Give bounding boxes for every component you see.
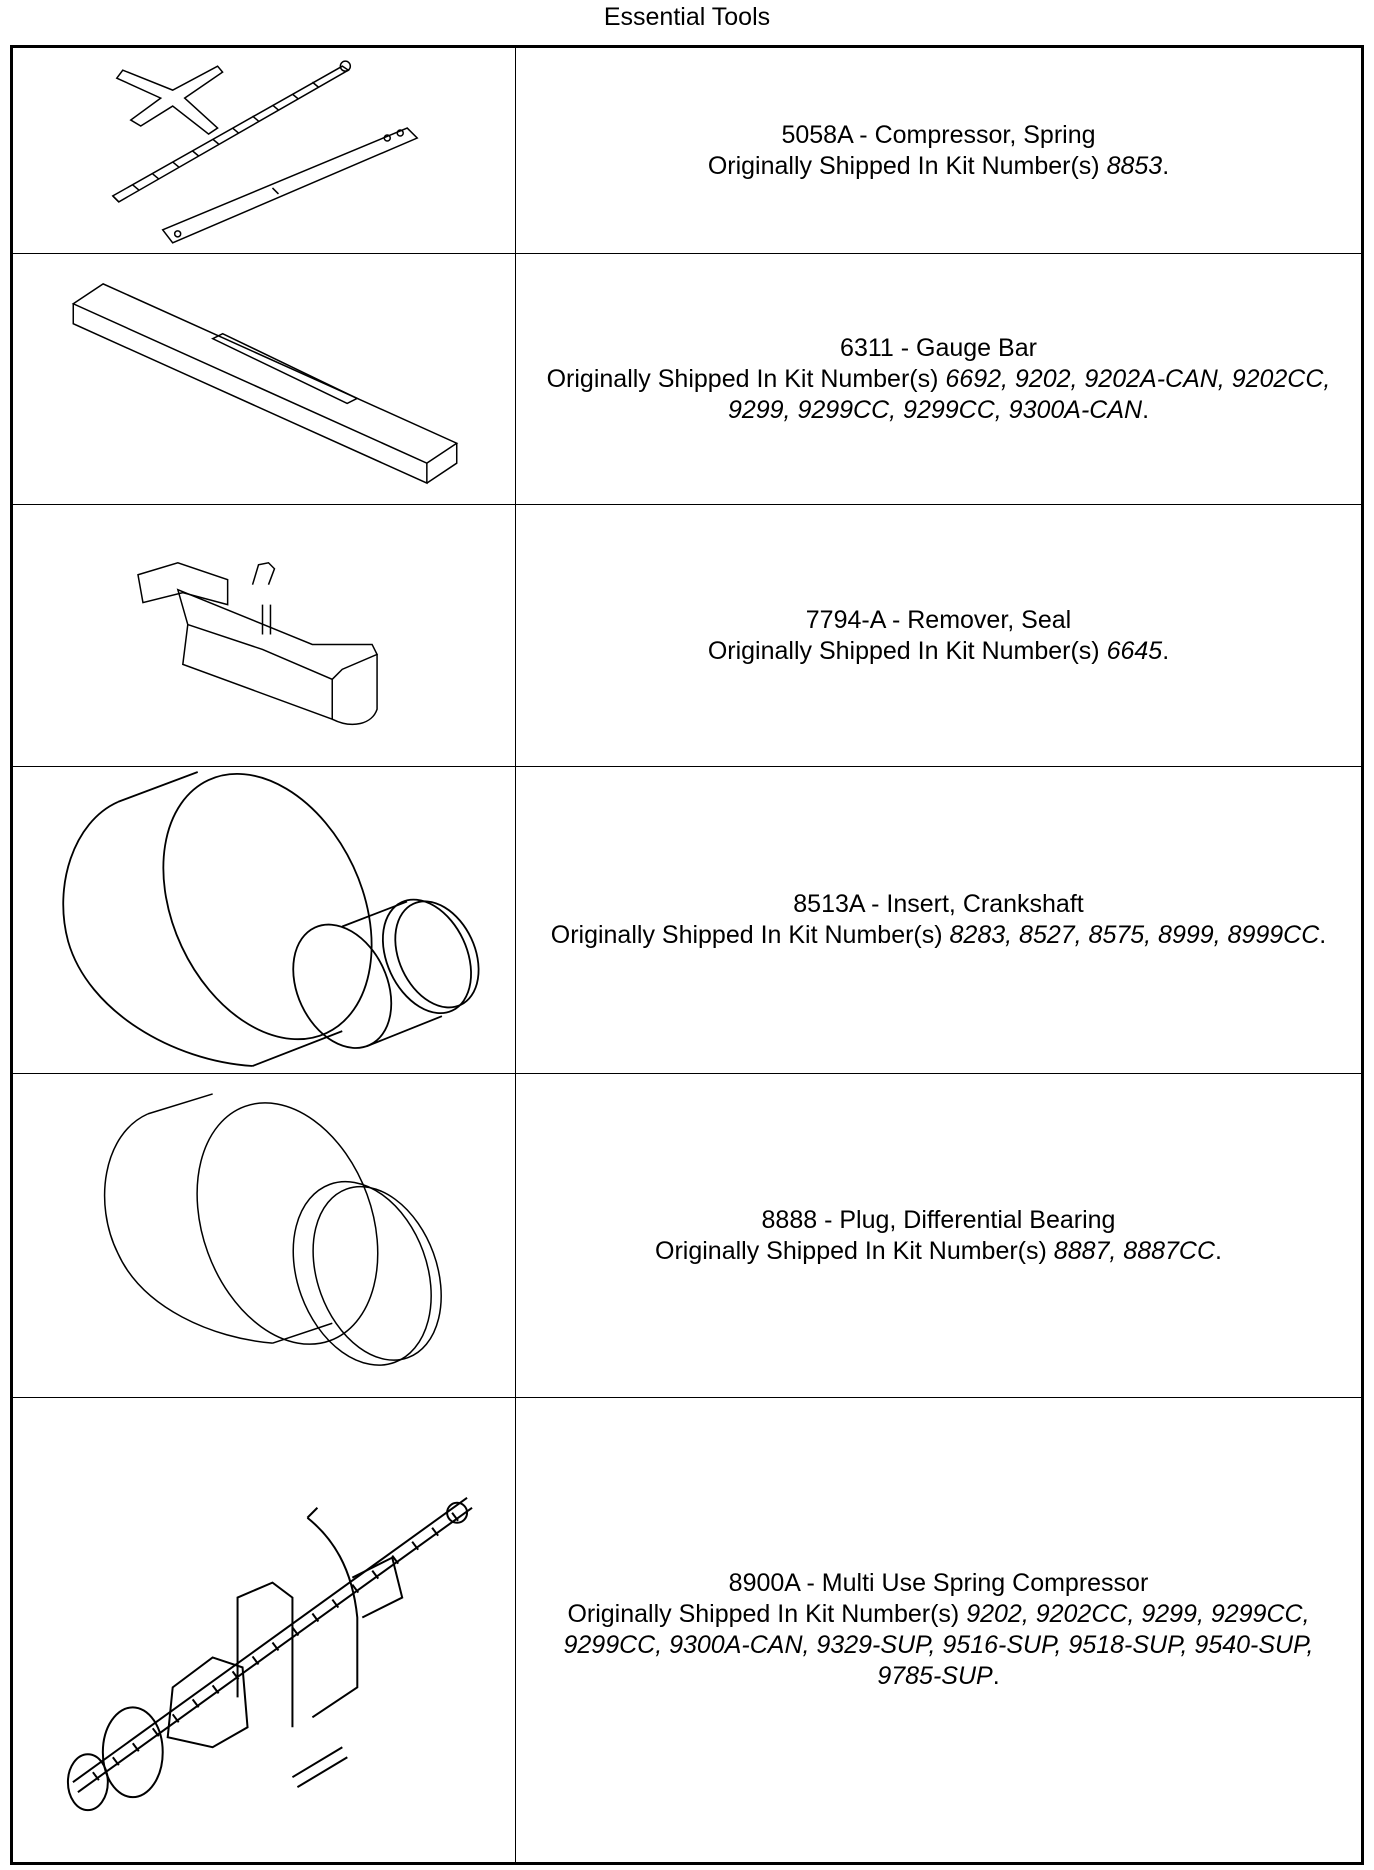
shipped-label: Originally Shipped In Kit Number(s) [567,1600,960,1628]
table-row [13,253,1361,504]
tool-illustration-differential-plug [13,1074,516,1397]
tool-description: 6311 - Gauge Bar Originally Shipped In Kit Number(s) 6692, 9202, 9202A-CAN, 9202CC, 9299, 9299CC, 9299CC, 9300A-CAN. [546,333,1331,424]
shipped-label: Originally Shipped In Kit Number(s) [546,364,939,393]
tool-description: 5058A - Compressor, Spring Originally Shipped In Kit Number(s) 8853. [707,120,1170,180]
tool-description: 8900A - Multi Use Spring Compressor Originally Shipped In Kit Number(s) 9202, 9202CC, 9299, 9299CC, 9299CC, 9300A-CAN, 9329-SUP, 9516-SUP, 9518-SUP, 9540-SUP, 9785-SUP. [563,1569,1314,1690]
tool-name: 5058A - Compressor, Spring [781,120,1096,149]
table-row [13,504,1361,766]
tool-description: 8513A - Insert, Crankshaft Originally Shipped In Kit Number(s) 8283, 8527, 8575, 8999, 8999CC. [550,890,1327,949]
tool-name: 6311 - Gauge Bar [840,333,1037,362]
kit-numbers: 6692, 9202, 9202A-CAN, 9202CC, [945,364,1331,393]
kit-numbers-continued: 9299, 9299CC, 9299CC, 9300A-CAN [727,395,1143,424]
table-row [13,1073,1361,1397]
table-row [13,1397,1361,1862]
tool-description: 8888 - Plug, Differential Bearing Originally Shipped In Kit Number(s) 8887, 8887CC. [655,1205,1222,1265]
tool-illustration-spring-compressor [13,48,516,253]
page-title: Essential Tools [603,3,771,31]
tool-illustration-multi-use-compressor [13,1398,516,1862]
tool-illustration-crankshaft-insert [13,767,516,1073]
tool-description: 7794-A - Remover, Seal Originally Shipped In Kit Number(s) 6645. [707,605,1170,665]
tool-name: 8513A - Insert, Crankshaft [793,890,1084,918]
kit-numbers: 6645 [1106,636,1163,665]
shipped-label: Originally Shipped In Kit Number(s) [550,921,943,949]
shipped-label: Originally Shipped In Kit Number(s) [707,636,1100,665]
tool-illustration-gauge-bar [13,254,516,504]
kit-numbers: 8853 [1106,151,1163,180]
kit-numbers: 9202, 9202CC, 9299, 9299CC, [966,1600,1310,1628]
table-row [13,766,1361,1073]
shipped-label: Originally Shipped In Kit Number(s) [655,1236,1047,1265]
kit-numbers-continued: 9785-SUP [877,1662,993,1690]
kit-numbers-continued: 9299CC, 9300A-CAN, 9329-SUP, 9516-SUP, 9518-SUP, 9540-SUP, [563,1631,1314,1659]
tool-name: 7794-A - Remover, Seal [805,605,1072,634]
kit-numbers: 8283, 8527, 8575, 8999, 8999CC [949,921,1320,949]
table-row [13,48,1361,253]
tools-table [10,45,1364,1865]
shipped-label: Originally Shipped In Kit Number(s) [707,151,1100,180]
tool-name: 8900A - Multi Use Spring Compressor [728,1569,1149,1597]
tool-name: 8888 - Plug, Differential Bearing [761,1205,1116,1234]
kit-numbers: 8887, 8887CC [1053,1236,1216,1265]
tool-illustration-seal-remover [13,505,516,766]
